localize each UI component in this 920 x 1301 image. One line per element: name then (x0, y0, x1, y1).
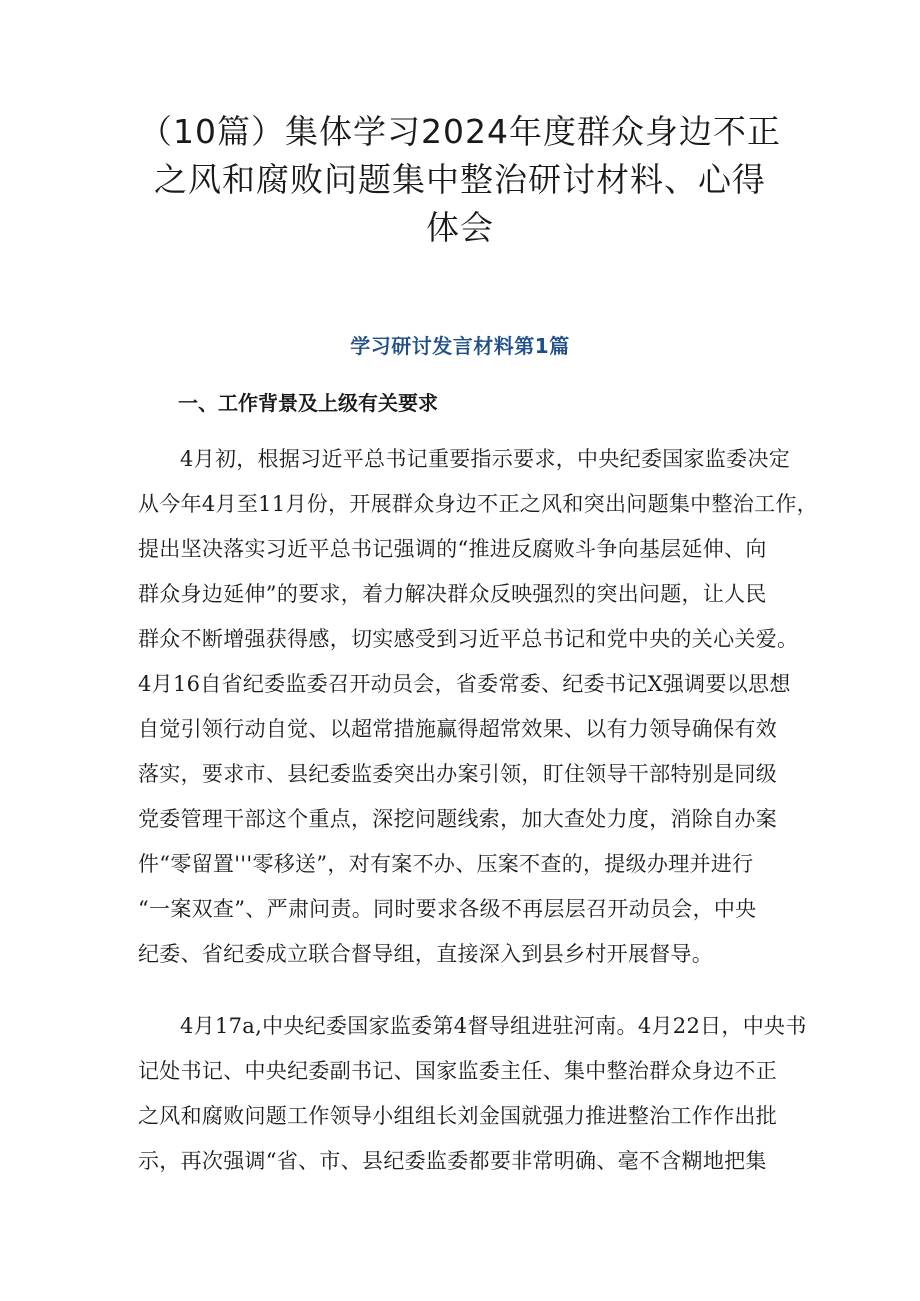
title-line: 体会 (426, 208, 494, 247)
text-line: 自觉引领行动自觉、以超常措施赢得超常效果、以有力领导确保有效 (138, 717, 777, 741)
text-line: 提出坚决落实习近平总书记强调的“推进反腐败斗争向基层延伸、向 (138, 537, 767, 561)
text-line: 示，再次强调“省、市、县纪委监委都要非常明确、毫不含糊地把集 (138, 1149, 767, 1173)
document-title (130, 108, 790, 252)
text-line: 群众身边延伸”的要求，着力解决群众反映强烈的突出问题，让人民 (138, 582, 767, 606)
section-title: 学习研讨发言材料第1篇 (350, 334, 570, 358)
text-line: 4月初，根据习近平总书记重要指示要求，中央纪委国家监委决定 (180, 447, 791, 471)
text-line: “一案双查”、严肃问责。同时要求各级不再层层召开动员会，中央 (138, 897, 757, 921)
paragraph-1 (138, 437, 818, 977)
text-line: 群众不断增强获得感，切实感受到习近平总书记和党中央的关心关爱。 (138, 627, 799, 651)
text-line: 4月16自省纪委监委召开动员会，省委常委、纪委书记X强调要以思想 (138, 672, 791, 696)
text-line: 之风和腐败问题工作领导小组组长刘金国就强力推进整治工作作出批 (138, 1104, 777, 1128)
title-line: 之风和腐败问题集中整治研讨材料、心得 (154, 160, 766, 199)
subheading: 一、工作背景及上级有关要求 (178, 391, 438, 415)
title-line: （10篇）集体学习2024年度群众身边不正 (139, 112, 781, 151)
text-line: 记处书记、中央纪委副书记、国家监委主任、集中整治群众身边不正 (138, 1059, 777, 1083)
text-line: 落实，要求市、县纪委监委突出办案引领，盯住领导干部特别是同级 (138, 762, 777, 786)
text-line: 件“零留置'''零移送”，对有案不办、压案不查的，提级办理并进行 (138, 852, 754, 876)
paragraph-2 (138, 1004, 807, 1184)
text-line: 纪委、省纪委成立联合督导组，直接深入到县乡村开展督导。 (138, 942, 714, 966)
text-line: 从今年4月至11月份，开展群众身边不正之风和突出问题集中整治工作， (138, 492, 818, 516)
text-line: 4月17a,中央纪委国家监委第4督导组进驻河南。4月22日，中央书 (180, 1014, 807, 1038)
text-line: 党委管理干部这个重点，深挖问题线索，加大查处力度，消除自办案 (138, 807, 777, 831)
